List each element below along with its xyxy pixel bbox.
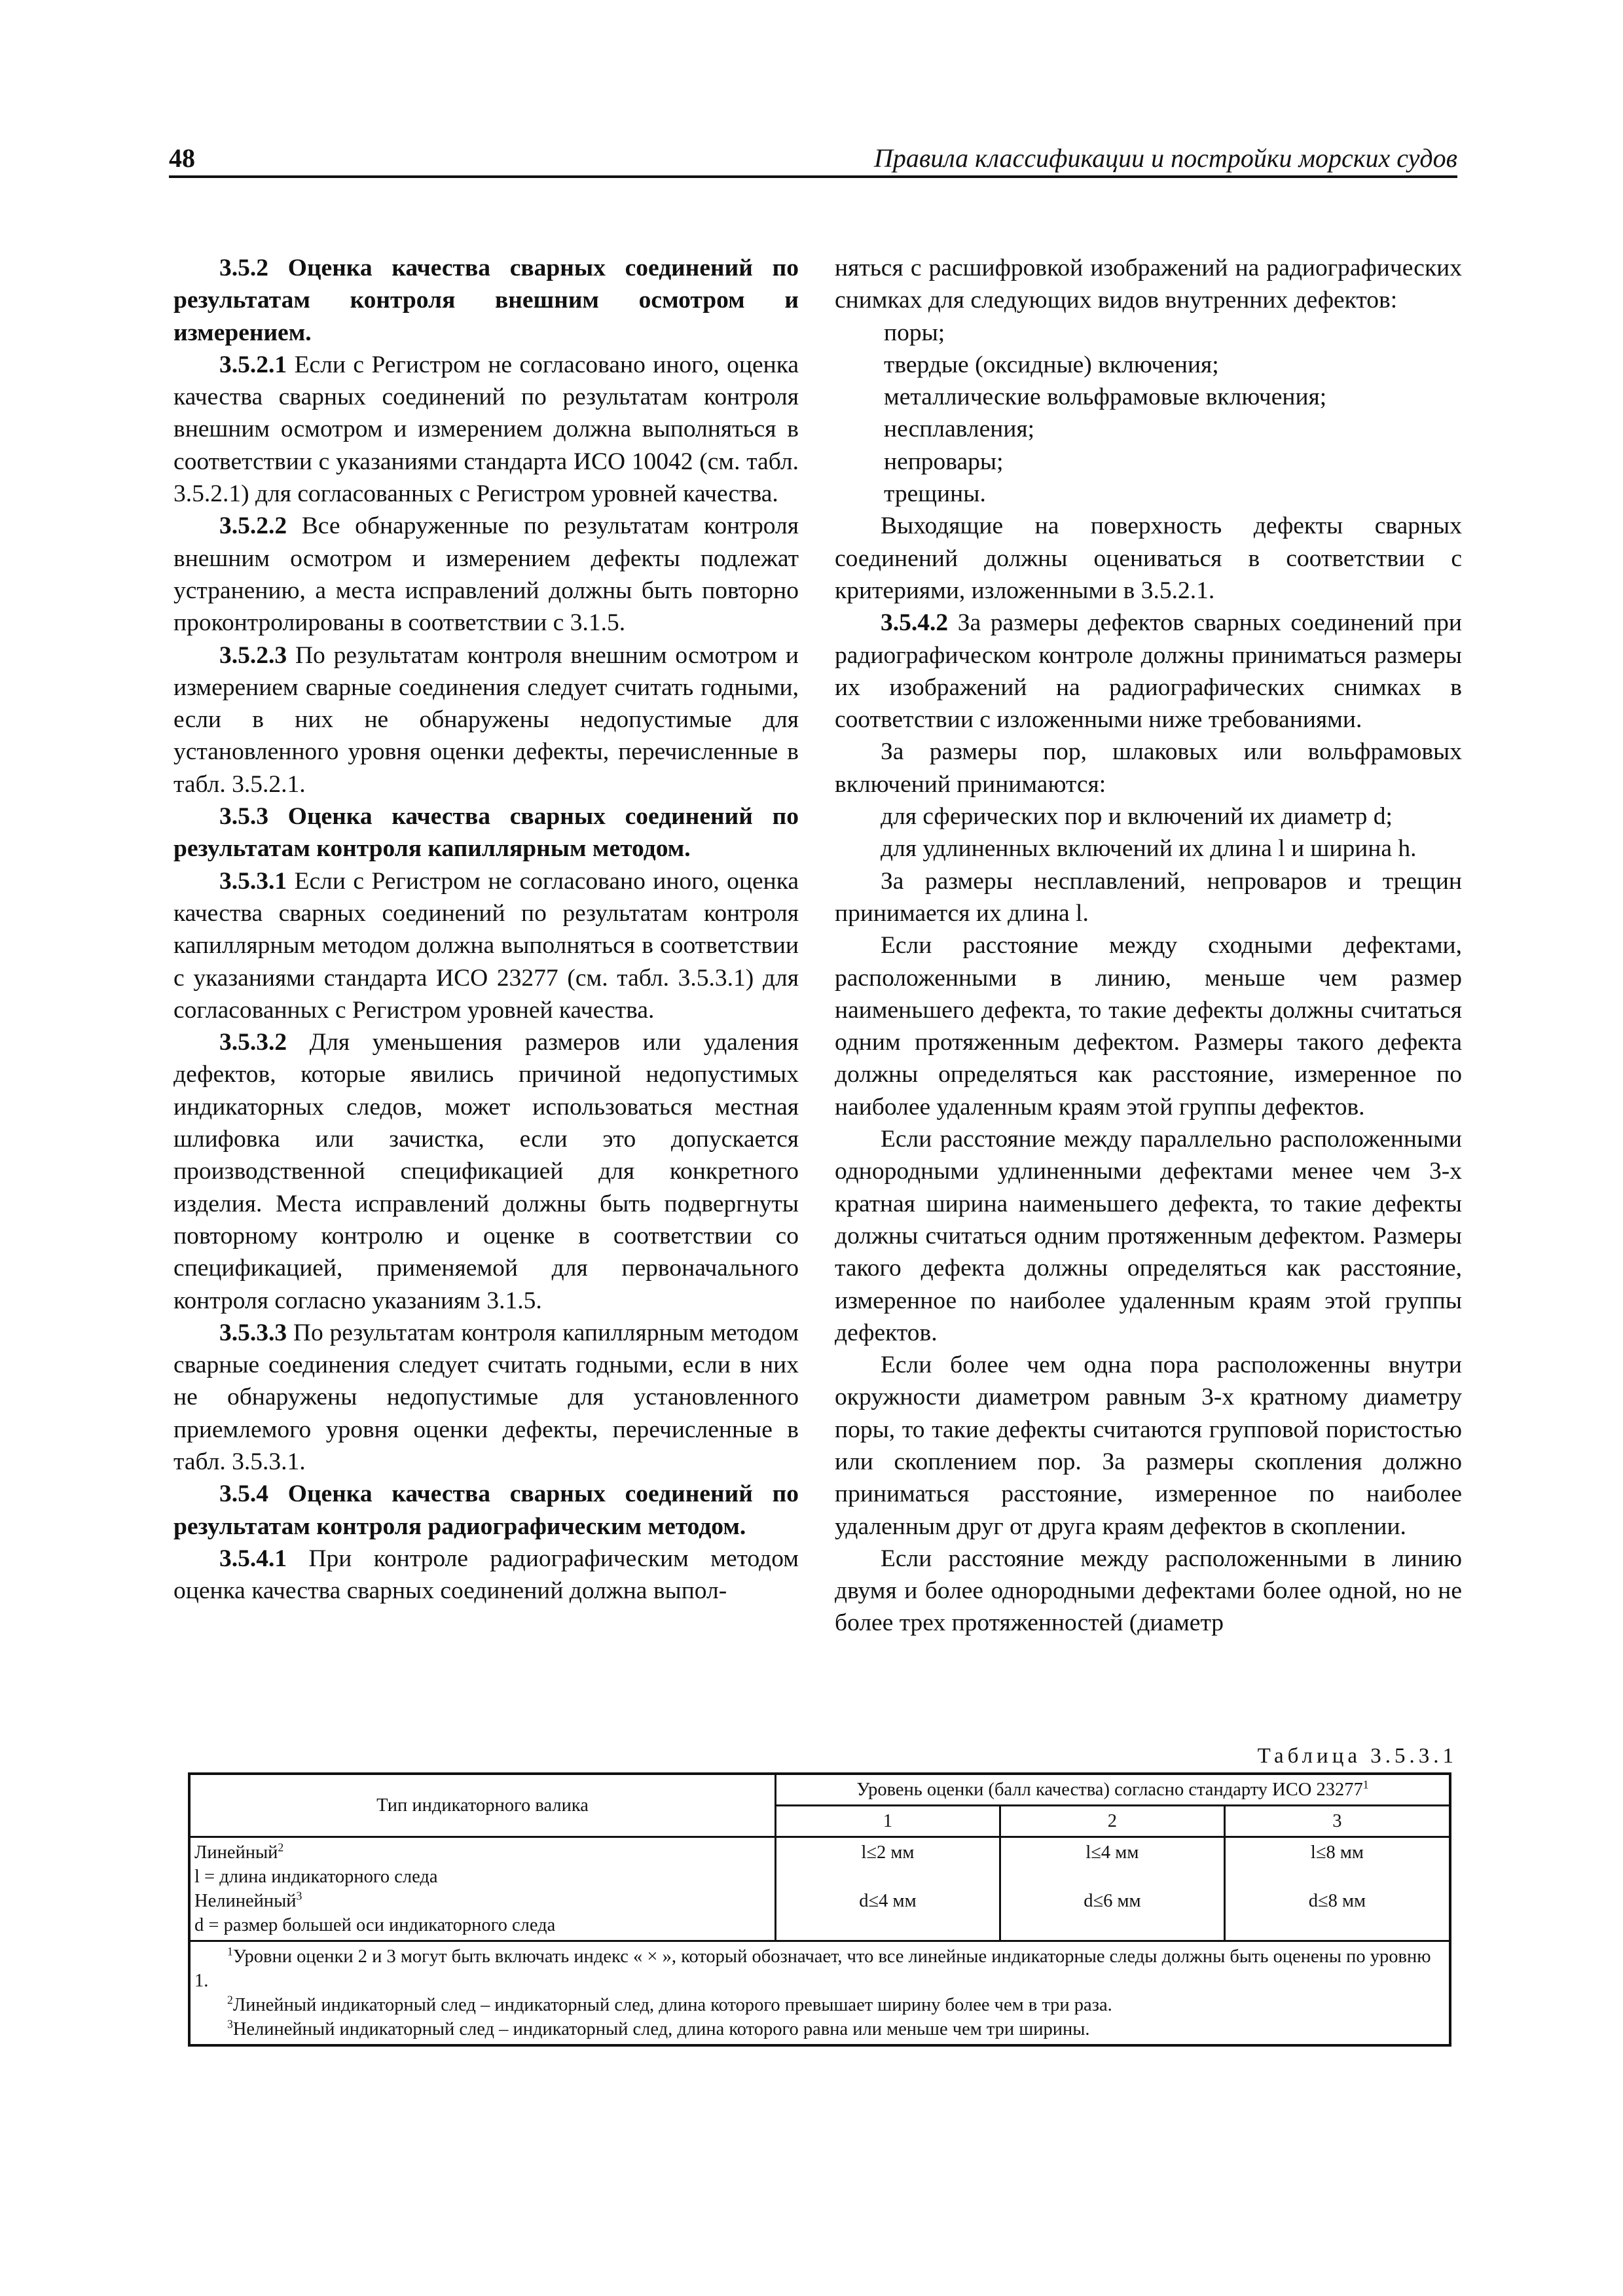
paragraph-continuation: няться с расшифровкой изображений на радиографических снимках для следующих видов внутренних дефектов:	[835, 255, 1462, 314]
table-notes-row	[189, 1941, 1450, 2046]
grade-table	[188, 1772, 1451, 2047]
paragraph: За размеры несплавлений, непроваров и трещин принимается их длина l.	[835, 867, 1462, 927]
paragraph: Если расстояние между параллельно расположенными однородными удлиненными дефектами менее чем 3-х кратная ширина наименьшего дефекта, то такие дефекты должны считаться одним протяженным дефектом. Размеры такого дефекта должны определяться как расстояние, измеренное по наиболее удаленным краям этой группы дефектов.	[835, 1126, 1462, 1346]
paragraph: 3.5.3.1 Если с Регистром не согласовано иного, оценка качества сварных соединений по результатам контроля капиллярным методом должна выполняться в соответствии с указаниями стандарта ИСО 23277 (см. табл. 3.5.3.1) для согласованных с Регистром уровней качества.	[173, 867, 799, 1024]
paragraph: 3.5.2.2 Все обнаруженные по результатам контроля внешним осмотром и измерением дефекты подлежат устранению, а места исправлений должны быть повторно проконтролированы в соответствии с 3.1.5.	[173, 512, 799, 637]
table-note: $^1$Уровни оценки 2 и 3 могут быть включать индекс « × », который обозначает, что все линейные индикаторные следы должны быть оценены по уровню 1.	[194, 1945, 1431, 1991]
section-heading: 3.5.3 Оценка качества сварных соединений по результатам контроля капиллярным методом.	[173, 803, 799, 863]
list-item: поры;	[884, 319, 945, 346]
paragraph: 3.5.3.2 Для уменьшения размеров или удаления дефектов, которые явились причиной недопустимых индикаторных следов, может использоваться местная шлифовка или зачистка, если это допускается производственной спецификацией для конкретного изделия. Места исправлений должны быть подвергнуты повторному контролю и оценке в соответствии со спецификацией, применяемой для первоначального контроля согласно указаниям 3.1.5.	[173, 1029, 799, 1314]
paragraph: 3.5.4.1 При контроле радиографическим методом оценка качества сварных соединений должна выпол-	[173, 1545, 799, 1605]
paragraph: Выходящие на поверхность дефекты сварных соединений должны оцениваться в соответствии с критериями, изложенными в 3.5.2.1.	[835, 512, 1462, 604]
table-caption: Таблица 3.5.3.1	[1257, 1744, 1457, 1768]
table-notes	[189, 1941, 1450, 2046]
paragraph: 3.5.2.1 Если с Регистром не согласовано иного, оценка качества сварных соединений по результатам контроля внешним осмотром и измерением должна выполняться в соответствии с указаниями стандарта ИСО 10042 (см. табл. 3.5.2.1) для согласованных с Регистром уровней качества.	[173, 351, 799, 508]
header-rule	[169, 175, 1457, 178]
list-item: непровары;	[884, 448, 1004, 475]
table-note: $^3$Нелинейный индикаторный след – индикаторный след, длина которого равна или меньше чем три ширины.	[227, 2017, 1090, 2039]
list-item: трещины.	[884, 480, 986, 508]
list-item: металлические вольфрамовые включения;	[884, 384, 1327, 411]
paragraph: Если расстояние между расположенными в линию двумя и более однородными дефектами более одной, но не более трех протяженностей (диаметр	[835, 1545, 1462, 1637]
level-header: Уровень оценки (балл качества) согласно стандарту ИСО 23277$^1$	[776, 1774, 1451, 1806]
level-1-header: 1	[776, 1806, 1000, 1837]
table-note: $^2$Линейный индикаторный след – индикаторный след, длина которого превышает ширину более чем в три раза.	[227, 1993, 1112, 2015]
level-1-criteria: l≤2 мм d≤4 мм	[776, 1837, 1000, 1941]
paragraph: 3.5.3.3 По результатам контроля капиллярным методом сварные соединения следует считать годными, если в них не обнаружены недопустимые для установленного приемлемого уровня оценки дефекты, перечисленные в табл. 3.5.3.1.	[173, 1319, 799, 1475]
table-row	[189, 1837, 1450, 1941]
level-3-header: 3	[1224, 1806, 1450, 1837]
paragraph: Если расстояние между сходными дефектами, расположенными в линию, меньше чем размер наименьшего дефекта, то такие дефекты должны считаться одним протяженным дефектом. Размеры такого дефекта должны определяться как расстояние, измеренное по наиболее удаленным краям этой группы дефектов.	[835, 932, 1462, 1121]
paragraph: для сферических пор и включений их диаметр d;	[881, 803, 1393, 831]
paragraph: Если более чем одна пора расположенны внутри окружности диаметром равным 3-х кратному диаметру поры, то такие дефекты считаются групповой пористостью или скоплением пор. За размеры скопления должно приниматься расстояние, измеренное по наиболее удаленным друг от друга краям дефектов в скоплении.	[835, 1352, 1462, 1540]
left-column	[173, 252, 799, 1607]
paragraph: За размеры пор, шлаковых или вольфрамовых включений принимаются:	[835, 738, 1462, 798]
section-heading: 3.5.4 Оценка качества сварных соединений по результатам контроля радиографическим методом.	[173, 1480, 799, 1540]
level-2-criteria: l≤4 мм d≤6 мм	[1000, 1837, 1224, 1941]
table-header-row	[189, 1774, 1450, 1806]
section-heading: 3.5.2 Оценка качества сварных соединений по результатам контроля внешним осмотром и измерением.	[173, 255, 799, 346]
indicator-types-cell: Линейный$^2$ l = длина индикаторного следа Нелинейный$^3$ d = размер большей оси индикаторного следа	[189, 1837, 776, 1941]
type-header: Тип индикаторного валика	[189, 1774, 776, 1837]
list-item: несплавления;	[884, 416, 1035, 443]
level-2-header: 2	[1000, 1806, 1224, 1837]
paragraph: 3.5.4.2 За размеры дефектов сварных соединений при радиографическом контроле должны приниматься размеры их изображений на радиографических снимках в соответствии с изложенными ниже требованиями.	[835, 609, 1462, 734]
running-title: Правила классификации и постройки морских судов	[873, 143, 1457, 173]
level-3-criteria: l≤8 мм d≤8 мм	[1224, 1837, 1450, 1941]
right-column	[835, 252, 1462, 1640]
paragraph: для удлиненных включений их длина l и ширина h.	[881, 835, 1417, 863]
paragraph: 3.5.2.3 По результатам контроля внешним осмотром и измерением сварные соединения следует считать годными, если в них не обнаружены недопустимые для установленного уровня оценки дефекты, перечисленные в табл. 3.5.2.1.	[173, 641, 799, 798]
page-number: 48	[169, 143, 195, 173]
list-item: твердые (оксидные) включения;	[884, 351, 1219, 378]
